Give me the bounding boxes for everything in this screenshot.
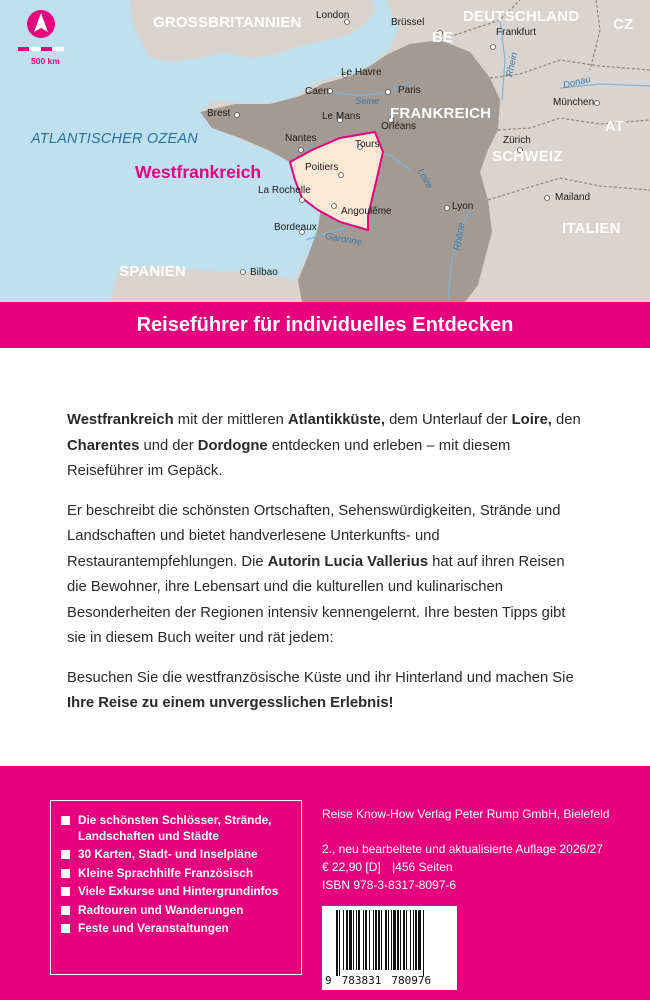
river-label: Loire (414, 166, 435, 191)
feature-text: Die schönsten Schlösser, Strände, Landschaften und Städte (78, 813, 272, 843)
city-label: Nantes (285, 133, 317, 144)
city-label: München (553, 97, 595, 108)
bullet-square-icon (61, 906, 70, 915)
barcode-bar (369, 910, 370, 970)
country-label-at: AT (605, 118, 625, 135)
overview-map (0, 0, 650, 302)
barcode-bar (363, 910, 364, 970)
barcode-bar (397, 910, 399, 970)
tagline-text: Reiseführer für individuelles Entdecken (136, 313, 514, 336)
city-label: Zürich (503, 135, 531, 146)
feature-text: Viele Exkurse und Hintergrundinfos (78, 884, 279, 898)
isbn-barcode (322, 906, 457, 990)
barcode-bar (423, 910, 424, 976)
bold-text: Loire, (511, 412, 552, 428)
city-label: La Rochelle (258, 185, 311, 196)
river-label: Rhône (451, 221, 468, 252)
feature-text: Kleine Sprachhilfe Französisch (78, 865, 254, 880)
country-label-de: DEUTSCHLAND (463, 8, 580, 25)
country-label-cz: CZ (613, 16, 634, 33)
barcode-bar (353, 910, 354, 970)
text-run: Er beschreibt die schönsten Ortschaften, Sehenswürdigkeiten, Strände und Landschaften und bietet handverlesene Unterkunfts- und Restaurantempfehlungen. Die (67, 502, 561, 570)
city-label: Bilbao (250, 267, 278, 278)
scale-label: 500 km (31, 56, 60, 66)
text-run: hat auf ihren Reisen die Bewohner, ihre Lebensart und die kulturellen und kulinarischen Besonderheiten der Regionen intensiv kennengelernt. Ihre besten Tipps gibt sie in diesem Buch weiter und rät jedem: (67, 553, 566, 646)
city-label: Mailand (555, 192, 591, 203)
bold-text: Charentes (67, 437, 140, 454)
text-run: den (551, 412, 581, 428)
barcode-group: 780976 (391, 974, 432, 987)
page-count: |456 Seiten (392, 860, 453, 874)
bullet-square-icon (61, 816, 70, 825)
barcode-bar (336, 910, 338, 976)
text-run: und der (139, 437, 198, 454)
feature-item (61, 847, 293, 863)
city-label: Brüssel (391, 17, 425, 28)
feature-list (50, 800, 302, 975)
feature-item (61, 884, 293, 900)
description-paragraph (67, 666, 587, 717)
river-label: Rhein (504, 51, 521, 78)
city-label: Frankfurt (496, 27, 537, 38)
description-block (67, 408, 587, 731)
barcode-prefix: 9 (325, 974, 332, 987)
city-label: London (316, 10, 350, 21)
bullet-square-icon (61, 924, 70, 933)
city-label: Angoulême (341, 206, 392, 217)
barcode-bar (365, 910, 367, 970)
barcode-bar (410, 910, 411, 970)
barcode-bar (385, 910, 387, 970)
bullet-square-icon (61, 887, 70, 896)
price-line (322, 861, 453, 873)
feature-item (61, 903, 293, 919)
price: € 22,90 [D] (322, 860, 381, 874)
barcode-bar (403, 910, 405, 970)
city-label: Le Havre (341, 67, 382, 78)
barcode-bar (349, 910, 352, 970)
feature-item (61, 921, 293, 937)
description-paragraph (67, 408, 587, 485)
barcode-bar (375, 910, 377, 970)
text-run: Besuchen Sie die westfranzösische Küste und ihr Hinterland und machen Sie (67, 669, 574, 686)
river-label: Garonne (324, 230, 363, 249)
city-label: Poitiers (305, 162, 339, 173)
bold-text: Atlantikküste, (287, 412, 385, 428)
barcode-group: 783831 (341, 974, 382, 987)
barcode-bar (393, 910, 396, 970)
barcode-bar (346, 910, 348, 970)
barcode-bar (339, 910, 340, 976)
country-label-ch: SCHWEIZ (492, 148, 563, 165)
bullet-square-icon (61, 869, 70, 878)
barcode-bar (381, 910, 382, 970)
text-run: mit der mittleren (173, 412, 288, 428)
barcode-bar (378, 910, 380, 970)
text-run: dem Unterlauf der (384, 412, 512, 428)
country-label-fr: FRANKREICH (390, 105, 492, 122)
barcode-bar (343, 910, 344, 970)
city-label: Orléans (381, 121, 417, 132)
bold-text: Autorin Lucia Vallerius (267, 553, 429, 570)
barcode-bar (406, 910, 407, 970)
barcode-bar (391, 910, 392, 970)
feature-text: Feste und Veranstaltungen (78, 921, 229, 935)
country-label-be: BE (432, 29, 454, 46)
barcode-bar (356, 910, 357, 970)
publisher-name: Reise Know-How Verlag Peter Rump GmbH, Bielefeld (322, 807, 610, 821)
country-label-gb: GROSSBRITANNIEN (153, 14, 302, 31)
country-label-it: ITALIEN (562, 220, 621, 237)
barcode-bar (388, 910, 389, 970)
bullet-square-icon (61, 850, 70, 859)
barcode-bar (400, 910, 401, 970)
city-label: Bordeaux (274, 222, 317, 233)
barcode-bar (415, 910, 417, 970)
city-label: Lyon (452, 201, 474, 212)
ocean-label: ATLANTISCHER OZEAN (31, 131, 198, 147)
isbn: ISBN 978-3-8317-8097-6 (322, 878, 457, 892)
text-run: entdecken und erleben – mit diesem Reiseführer im Gepäck. (67, 437, 511, 479)
barcode-bar (358, 910, 360, 970)
river-label: Seine (355, 96, 380, 107)
city-label: Caen (305, 86, 329, 97)
river-label: Donau (562, 73, 592, 92)
tagline-band (0, 302, 650, 348)
bold-text: Westfrankreich (67, 412, 174, 428)
north-arrow-icon (16, 7, 66, 55)
country-label-es: SPANIEN (119, 263, 186, 280)
barcode-bar (413, 910, 414, 970)
edition-info: 2., neu bearbeitete und aktualisierte Auflage 2026/27 (322, 842, 603, 856)
bold-text: Dordogne (197, 437, 268, 454)
feature-item (61, 813, 293, 844)
city-label: Le Mans (322, 111, 361, 122)
feature-text: Radtouren und Wanderungen (78, 902, 244, 917)
barcode-bar (373, 910, 374, 970)
city-label: Paris (398, 85, 421, 96)
region-label: Westfrankreich (135, 162, 262, 182)
barcode-bar (418, 910, 421, 970)
city-label: Tours (355, 139, 380, 150)
city-label: Brest (207, 108, 231, 119)
feature-text: 30 Karten, Stadt- und Inselpläne (78, 847, 258, 861)
bold-text: Ihre Reise zu einem unvergesslichen Erlebnis! (67, 695, 394, 711)
footer-panel (0, 766, 650, 1000)
feature-item (61, 866, 293, 882)
description-paragraph (67, 499, 587, 652)
